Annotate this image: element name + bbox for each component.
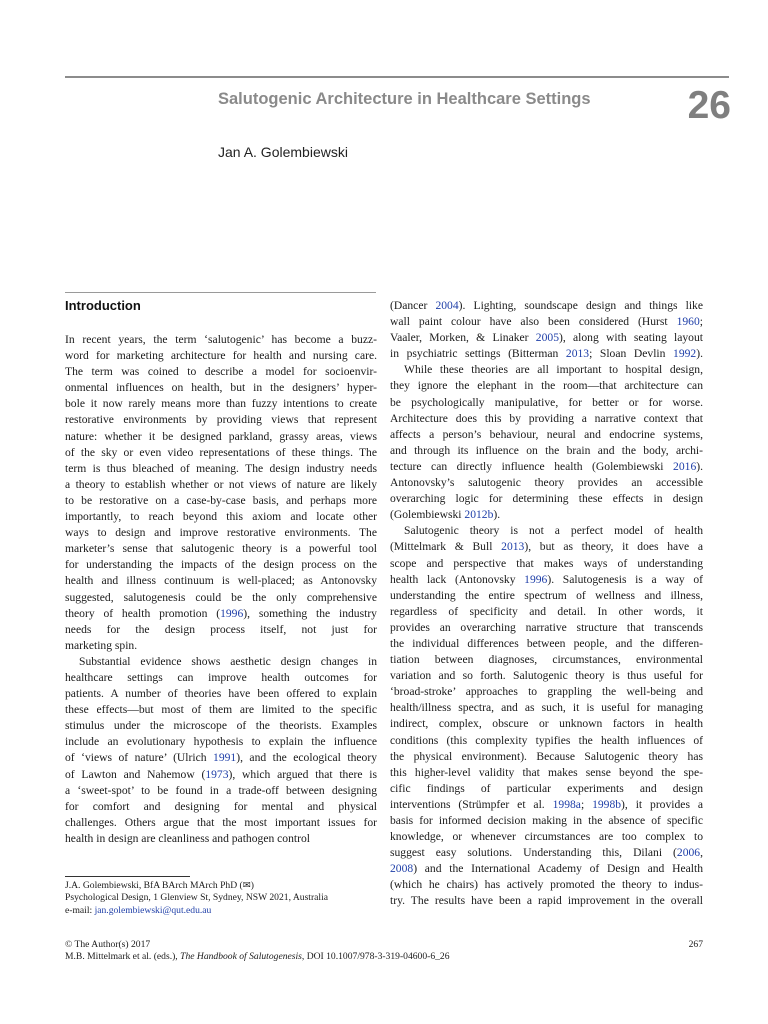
citation-link[interactable]: 1998a xyxy=(552,797,581,811)
text-segment: ), along with seating layout xyxy=(558,331,704,345)
text-segment: ; Sloan Devlin xyxy=(589,347,674,361)
text-line: Antonovsky’s salutogenic theory provides an accessible xyxy=(390,476,703,490)
chapter-number: 26 xyxy=(687,84,731,127)
text-line: In recent years, the term ‘salutogenic’ has become a buzz- xyxy=(65,333,377,346)
text-line: The term was coined to describe a model for socioenvir- xyxy=(65,365,377,379)
text-line: knowledge, or whenever circumstances are too complex to xyxy=(390,830,703,844)
text-line: provides an overarching narrative structure that transcends xyxy=(390,620,703,634)
text-line: of the sky or even video representations of these things. The xyxy=(65,445,377,459)
text-line: While these theories are all important to hospital design, xyxy=(404,363,703,377)
citation-link[interactable]: 1973 xyxy=(205,767,229,781)
text-line: tiation between diagnoses, circumstances, environmental xyxy=(390,653,703,667)
citation-link[interactable]: 2016 xyxy=(673,459,697,473)
text-line: be psychologically manipulative, for better or for worse. xyxy=(390,395,703,409)
text-line: bole it now rarely means more than fuzzy intentions to create xyxy=(65,397,377,411)
text-line: this higher-level validity that makes sense beyond the spe- xyxy=(390,765,703,779)
text-segment: health lack (Antonovsky xyxy=(390,572,525,586)
text-line: restorative environments by providing views that represent xyxy=(65,413,377,427)
text-line: these effects—but most of them are limited to the specific xyxy=(65,703,377,717)
footnote-rule xyxy=(65,876,190,877)
text-line: and through its influence on the brain and the body, archi- xyxy=(390,443,703,457)
text-line: basis for informed decision making in the absence of specific xyxy=(390,814,703,827)
text-line: word for marketing architecture for health and nursing care. xyxy=(65,349,377,363)
chapter-title: Salutogenic Architecture in Healthcare Settings xyxy=(218,90,591,108)
text-segment: Vaaler, Morken, & Linaker xyxy=(390,331,536,345)
text-line xyxy=(390,330,703,346)
text-segment: of ‘views of nature’ (Ulrich xyxy=(65,751,214,765)
text-line xyxy=(390,298,703,314)
copyright-block xyxy=(65,939,450,964)
text-line: they ignore the elephant in the room—that architecture can xyxy=(390,379,703,393)
text-segment: ), it provides a xyxy=(621,797,703,811)
text-line: the physical environment). Because Salutogenic theory has xyxy=(390,749,703,763)
text-line: term is thus bleached of meaning. The design industry needs xyxy=(65,461,377,475)
text-segment: (Dancer xyxy=(390,299,436,312)
text-line: patients. A number of theories have been offered to explain xyxy=(65,687,377,701)
text-line: health and illness continuum is well-placed; as Antonovsky xyxy=(65,574,377,588)
text-line xyxy=(390,507,703,523)
footnote-author: J.A. Golembiewski, BfA BArch MArch PhD (✉) xyxy=(65,880,254,891)
section-rule xyxy=(65,292,376,293)
text-segment: theory of health promotion ( xyxy=(65,606,221,620)
text-line xyxy=(390,539,703,555)
text-line: conditions (this complexity typifies the health influences of xyxy=(390,733,703,747)
text-line: ‘broad-stroke’ approaches to grappling the well-being and xyxy=(390,685,703,699)
text-line xyxy=(390,861,703,877)
text-line: affects a person’s behaviour, neural and endocrine systems, xyxy=(390,427,703,441)
text-segment: ) and the International Academy of Design and Health xyxy=(413,862,703,876)
text-line: marketing spin. xyxy=(65,638,138,652)
text-segment: tecture can directly influence health (Golembiewski xyxy=(390,459,674,473)
text-line: try. The results have been a rapid improvement in the overall xyxy=(390,894,703,908)
text-line: Architecture does this by providing a narrative context that xyxy=(390,411,703,425)
text-line xyxy=(390,572,703,588)
citation-link[interactable]: 2012b xyxy=(464,508,494,522)
citation-link[interactable]: 2005 xyxy=(535,331,559,345)
text-line xyxy=(65,767,377,783)
text-segment: ; xyxy=(580,797,593,811)
text-segment: (Mittelmark & Bull xyxy=(390,540,502,554)
text-segment: , xyxy=(700,846,703,860)
text-line: scope and perspective that makes ways of understanding xyxy=(390,556,703,570)
footnote-address: Psychological Design, 1 Glenview St, Sydney, NSW 2021, Australia xyxy=(65,892,329,904)
text-line: nature: whether it be designed parkland, grassy areas, views xyxy=(65,429,377,443)
text-segment: suggest easy solutions. Understanding this, Dilani ( xyxy=(390,846,677,860)
text-line: suggested, salutogenesis could be the only comprehensive xyxy=(65,590,377,604)
section-heading: Introduction xyxy=(65,298,141,313)
text-line: ways to design and improve restorative environments. The xyxy=(65,526,377,540)
page-number: 267 xyxy=(688,939,703,950)
text-segment: ; xyxy=(699,315,703,329)
top-rule xyxy=(65,76,729,78)
text-line: to be restorative on a case-by-case basis, and perhaps more xyxy=(65,493,377,507)
citation-link[interactable]: 1960 xyxy=(676,315,700,329)
text-segment: of Lawton and Nahemow ( xyxy=(65,767,206,781)
citation-link[interactable]: 1992 xyxy=(673,347,697,361)
text-segment: ). xyxy=(696,459,703,473)
text-line xyxy=(65,606,377,622)
text-line: the individual differences between people, and the differen- xyxy=(390,636,703,650)
citation-link[interactable]: 2004 xyxy=(435,299,459,312)
text-line xyxy=(390,346,703,362)
text-segment: ). Salutogenesis is a way of xyxy=(547,572,703,586)
email-link[interactable]: jan.golembiewski@qut.edu.au xyxy=(94,904,212,916)
text-line: for comfort and designing for mental and physical xyxy=(65,799,377,813)
text-segment: ). Lighting, soundscape design and things like xyxy=(458,299,703,312)
footnote-email-line xyxy=(65,905,395,917)
author-footnote xyxy=(65,880,395,917)
text-line: variation and so forth. Salutogenic theory is thus useful for xyxy=(390,669,703,683)
email-label: e-mail: xyxy=(65,904,95,916)
text-segment: ). xyxy=(493,508,501,522)
text-line: health/illness spectra, and as such, it is useful for managing xyxy=(390,701,703,715)
text-line: regardless of specificity and detail. In other words, it xyxy=(390,604,703,618)
text-line: indirect, complex, obscure or unknown factors in health xyxy=(390,717,703,731)
text-segment: (Golembiewski xyxy=(390,508,465,522)
left-column xyxy=(65,332,377,847)
text-line: a theory to establish whether or not views of nature are likely xyxy=(65,477,377,491)
text-line xyxy=(390,797,703,813)
citation-line xyxy=(65,951,450,963)
text-segment: ), which argued that there is xyxy=(228,767,377,781)
text-line: needs for the design process itself, not just for xyxy=(65,622,377,636)
citation-suffix: , DOI 10.1007/978-3-319-04600-6_26 xyxy=(301,951,450,963)
text-line: marketer’s sense that salutogenic theory is a powerful tool xyxy=(65,542,377,556)
text-line: a ‘sweet-spot’ to be found in a trade-off between designing xyxy=(65,783,377,797)
citation-link[interactable]: 1996 xyxy=(524,572,548,586)
citation-prefix: M.B. Mittelmark et al. (eds.), xyxy=(65,951,181,963)
text-line: for understanding the impacts of the design process on the xyxy=(65,558,377,572)
text-line: Substantial evidence shows aesthetic design changes in xyxy=(79,654,377,668)
text-segment: ), and the ecological theory xyxy=(236,751,377,765)
text-line: (which he chairs) has actively promoted the theory to indus- xyxy=(390,878,703,892)
text-line: healthcare settings can improve health outcomes for xyxy=(65,670,377,684)
text-segment: wall paint colour have also been considered (Hurst xyxy=(390,315,677,329)
text-line: challenges. Others argue that the most important issues for xyxy=(65,815,377,829)
text-segment: ). xyxy=(696,347,703,361)
text-line: include an evolutionary hypothesis to explain the influence xyxy=(65,735,377,749)
text-line xyxy=(65,750,377,766)
citation-link[interactable]: 2013 xyxy=(501,540,525,554)
text-line: understanding the entire spectrum of wellness and illness, xyxy=(390,588,703,602)
text-line: importantly, to reach beyond this axiom and locate other xyxy=(65,510,377,524)
citation-link[interactable]: 2013 xyxy=(565,347,590,361)
citation-link[interactable]: 2008 xyxy=(390,862,414,876)
text-line: stimulus under the microscope of the theorists. Examples xyxy=(65,719,377,733)
text-segment: ), something the industry xyxy=(243,606,377,620)
author-name: Jan A. Golembiewski xyxy=(218,144,348,160)
text-line xyxy=(390,459,703,475)
text-segment: in psychiatric settings (Bitterman xyxy=(390,347,566,361)
citation-link[interactable]: 1991 xyxy=(213,751,237,765)
citation-link[interactable]: 1998b xyxy=(592,797,622,811)
text-line: overarching logic for determining these effects in design xyxy=(390,492,703,506)
text-line: Salutogenic theory is not a perfect model of health xyxy=(404,524,703,538)
right-column xyxy=(390,298,703,910)
text-segment: interventions (Strümpfer et al. xyxy=(390,797,553,811)
text-line xyxy=(390,314,703,330)
text-line: onmental influences on health, but in the designers’ hyper- xyxy=(65,381,377,395)
text-line: cific findings of particular experiments and design xyxy=(390,781,703,795)
citation-link[interactable]: 1996 xyxy=(220,606,244,620)
copyright-line: © The Author(s) 2017 xyxy=(65,939,151,950)
text-segment: ), but as theory, it does have a xyxy=(524,540,703,554)
text-line xyxy=(390,845,703,861)
citation-link[interactable]: 2006 xyxy=(676,846,701,860)
text-line: health in design are cleanliness and pathogen control xyxy=(65,831,310,845)
citation-book: The Handbook of Salutogenesis xyxy=(180,951,302,963)
